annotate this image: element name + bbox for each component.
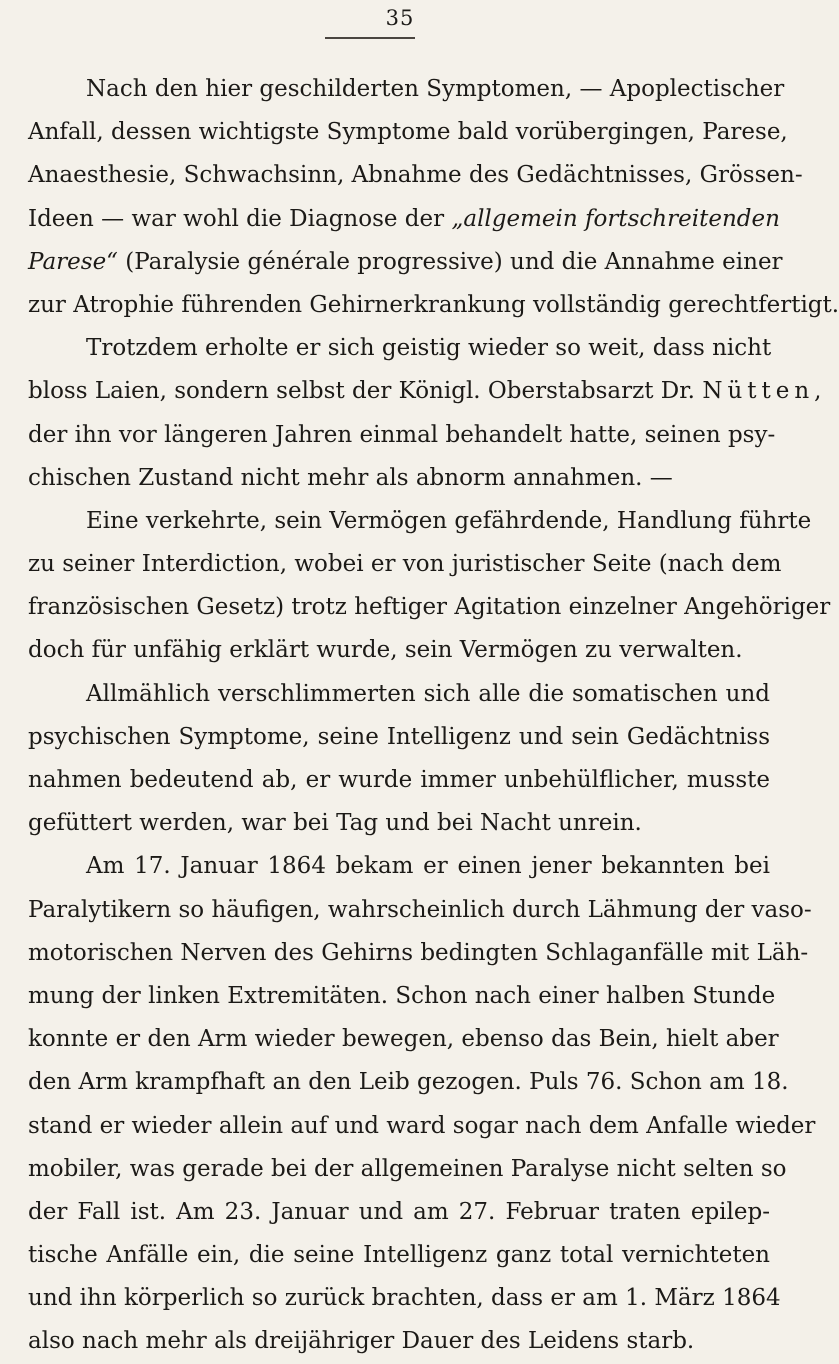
paragraph-4: [28, 673, 770, 846]
text-line: der ihn vor längeren Jahren einmal behandelt hatte, seinen psy-: [28, 421, 776, 448]
page-number-rule: [325, 37, 415, 39]
text-line: Anfall, dessen wichtigste Symptome bald vorübergingen, Parese,: [28, 119, 788, 146]
text-line: der Fall ist. Am 23. Januar und am 27. Februar traten epilep-: [28, 1198, 770, 1225]
text-line: Paralytikern so häufigen, wahrscheinlich durch Lähmung der vaso-: [28, 896, 812, 923]
text-line: und ihn körperlich so zurück brachten, dass er am 1. März 1864: [28, 1285, 781, 1312]
text-line: Anaesthesie, Schwachsinn, Abnahme des Gedächtnisses, Grössen-: [28, 162, 803, 189]
paragraph-2: [28, 327, 822, 500]
spaced-name: Nütten: [702, 378, 815, 405]
text-line: Ideen — war wohl die Diagnose der „allgemein fortschreitenden: [28, 205, 780, 232]
text-line: Am 17. Januar 1864 bekam er einen jener bekannten bei: [86, 853, 770, 880]
text-line: mobiler, was gerade bei der allgemeinen Paralyse nicht selten so: [28, 1155, 787, 1182]
text-line: Eine verkehrte, sein Vermögen gefährdende, Handlung führte: [86, 507, 812, 534]
text-line: konnte er den Arm wieder bewegen, ebenso das Bein, hielt aber: [28, 1026, 779, 1053]
body-text: [28, 68, 839, 1364]
text-line: zu seiner Interdiction, wobei er von juristischer Seite (nach dem: [28, 551, 782, 578]
text-line: psychischen Symptome, seine Intelligenz und sein Gedächtniss: [28, 723, 770, 750]
text-line: nahmen bedeutend ab, er wurde immer unbehülflicher, musste: [28, 767, 770, 793]
text-line: den Arm krampfhaft an den Leib gezogen. Puls 76. Schon am 18.: [28, 1069, 789, 1096]
text-line: mung der linken Extremitäten. Schon nach einer halben Stunde: [28, 982, 776, 1009]
text-line: zur Atrophie führenden Gehirnerkrankung vollständig gerechtfertigt.: [28, 291, 839, 318]
text-line: Allmählich verschlimmerten sich alle die somatischen und: [86, 680, 770, 707]
text-line: chischen Zustand nicht mehr als abnorm annahmen. —: [28, 464, 673, 491]
italic-term: Parese“: [28, 248, 118, 275]
page-number: 35: [385, 6, 415, 30]
text-line: Trotzdem erholte er sich geistig wieder so weit, dass nicht: [86, 335, 772, 362]
text-line: Parese“ (Paralysie générale progressive) und die Annahme einer: [28, 248, 783, 275]
text-line: doch für unfähig erklärt wurde, sein Vermögen zu verwalten.: [28, 637, 743, 664]
italic-term: „allgemein fortschreitenden: [451, 205, 780, 232]
text-line: stand er wieder allein auf und ward sogar nach dem Anfalle wieder: [28, 1112, 816, 1139]
paragraph-5: [28, 845, 816, 1363]
text-line: also nach mehr als dreijähriger Dauer des Leidens starb.: [28, 1328, 695, 1355]
paragraph-3: [28, 500, 831, 673]
paragraph-1: [28, 68, 839, 327]
text-line: französischen Gesetz) trotz heftiger Agitation einzelner Angehöriger: [28, 594, 831, 621]
text-line: bloss Laien, sondern selbst der Königl. Oberstabsarzt Dr. Nütten,: [28, 378, 822, 405]
text-line: gefüttert werden, war bei Tag und bei Nacht unrein.: [28, 810, 642, 837]
text-line: Nach den hier geschilderten Symptomen, — Apoplectischer: [86, 76, 785, 102]
text-line: tische Anfälle ein, die seine Intelligenz ganz total vernichteten: [28, 1242, 770, 1269]
text-line: motorischen Nerven des Gehirns bedingten Schlaganfälle mit Läh-: [28, 939, 809, 966]
